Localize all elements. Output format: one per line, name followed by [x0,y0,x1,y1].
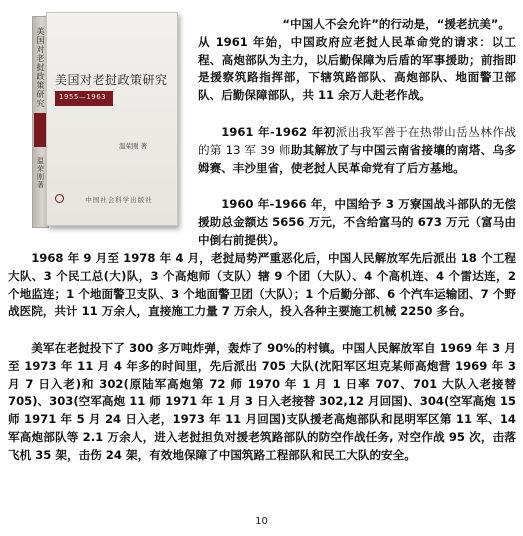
spine-title: 美国对老挝政策研究 [36,27,45,108]
paragraph-2-bold: 助其解放了与中国云南省接壤的南塔、乌多姆赛、丰沙里省，使老挝人民革命党有了后方基地。 [198,142,516,175]
paragraph-1 [198,16,516,105]
paragraph-1-title: “中国人不会允许”的行动是，“援老抗美”。 [282,17,510,31]
paragraph-1-body: 从 1961 年始，中国政府应老挝人民革命党的请求：以工程、高炮部队为主力，以后勤保障为后盾的军事援助；前指即是援察筑路指挥部，下辖筑路部队、高炮部队、地面警卫部队、后勤保障部队，共 11 余万人赴老作战。 [198,34,516,103]
paragraph-3: 1960 年-1966 年，中国给予 3 万寮国战斗部队的无偿援助总金额达 5656 万元，不含给富马的 673 万元（富马由中倒右前提供）。 [198,197,516,247]
paragraph-2-rest: 派出我军善于在热带山岳丛林作战的第 13 军 39 师 [198,125,516,157]
cover-author: 温荣刚 著 [119,142,148,150]
book-cover-image [32,12,182,228]
spine-author: 温荣刚 著 [37,157,44,189]
paragraph-2 [198,124,516,177]
cover-years: 1955—1963 [59,93,107,101]
paragraph-5: 美军在老挝投下了 300 多万吨炸弹，轰炸了 90%的村镇。中国人民解放军自 1969 年 3 月至 1973 年 11 月 4 年多的时间里，先后派出 705 大队(沈阳军区坦克某师高炮营 1969 年 3 月 7 日入老)和 302(原陆军高炮第 72 师 1970 年 1 月 1 日率 707、701 大队入老接替 705)、303(空军高炮 11 师 1971 年 1 月 3 日入老接替 302,12 月回国)、304(空军高炮 15 师 1971 年 5 月 24 日入老，1973 年 11 月回国)支队援老高炮部队和昆明军区第 11 军、14 军高炮部队等 2.1 万余人，进入老挝担负对援老筑路部队的防空作战任务, 对空作战 95 次，击落飞机 35 架，击伤 24 架，有效地保障了中国筑路工程部队和民工大队的安全。 [8,341,516,462]
book-front-cover [46,12,178,226]
cover-publisher: 中国社会科学出版社 [85,196,153,204]
paragraph-2-lead: 1961 年-1962 年初 [221,125,336,139]
page-number: 10 [255,516,268,527]
paragraph-4: 1968 年 9 月至 1978 年 4 月，老挝局势严重恶化后，中国人民解放军先后派出 18 个工程大队、3 个民工总(大)队，3 个高炮师（支队）辖 9 个团（大队）、4 个高机连、4 个雷达连，2 个地监连；1 个地面警卫支队、3 个地面警卫团（大队）；1 个后勤分部、6 个汽车运输团、7 个野战医院，共计 11 万余人，直接施工力量 7 万余人，投入各种主要施工机械 2250 多台。 [8,251,516,319]
publisher-logo-icon [55,194,64,203]
cover-title: 美国对老挝政策研究 [55,73,168,87]
